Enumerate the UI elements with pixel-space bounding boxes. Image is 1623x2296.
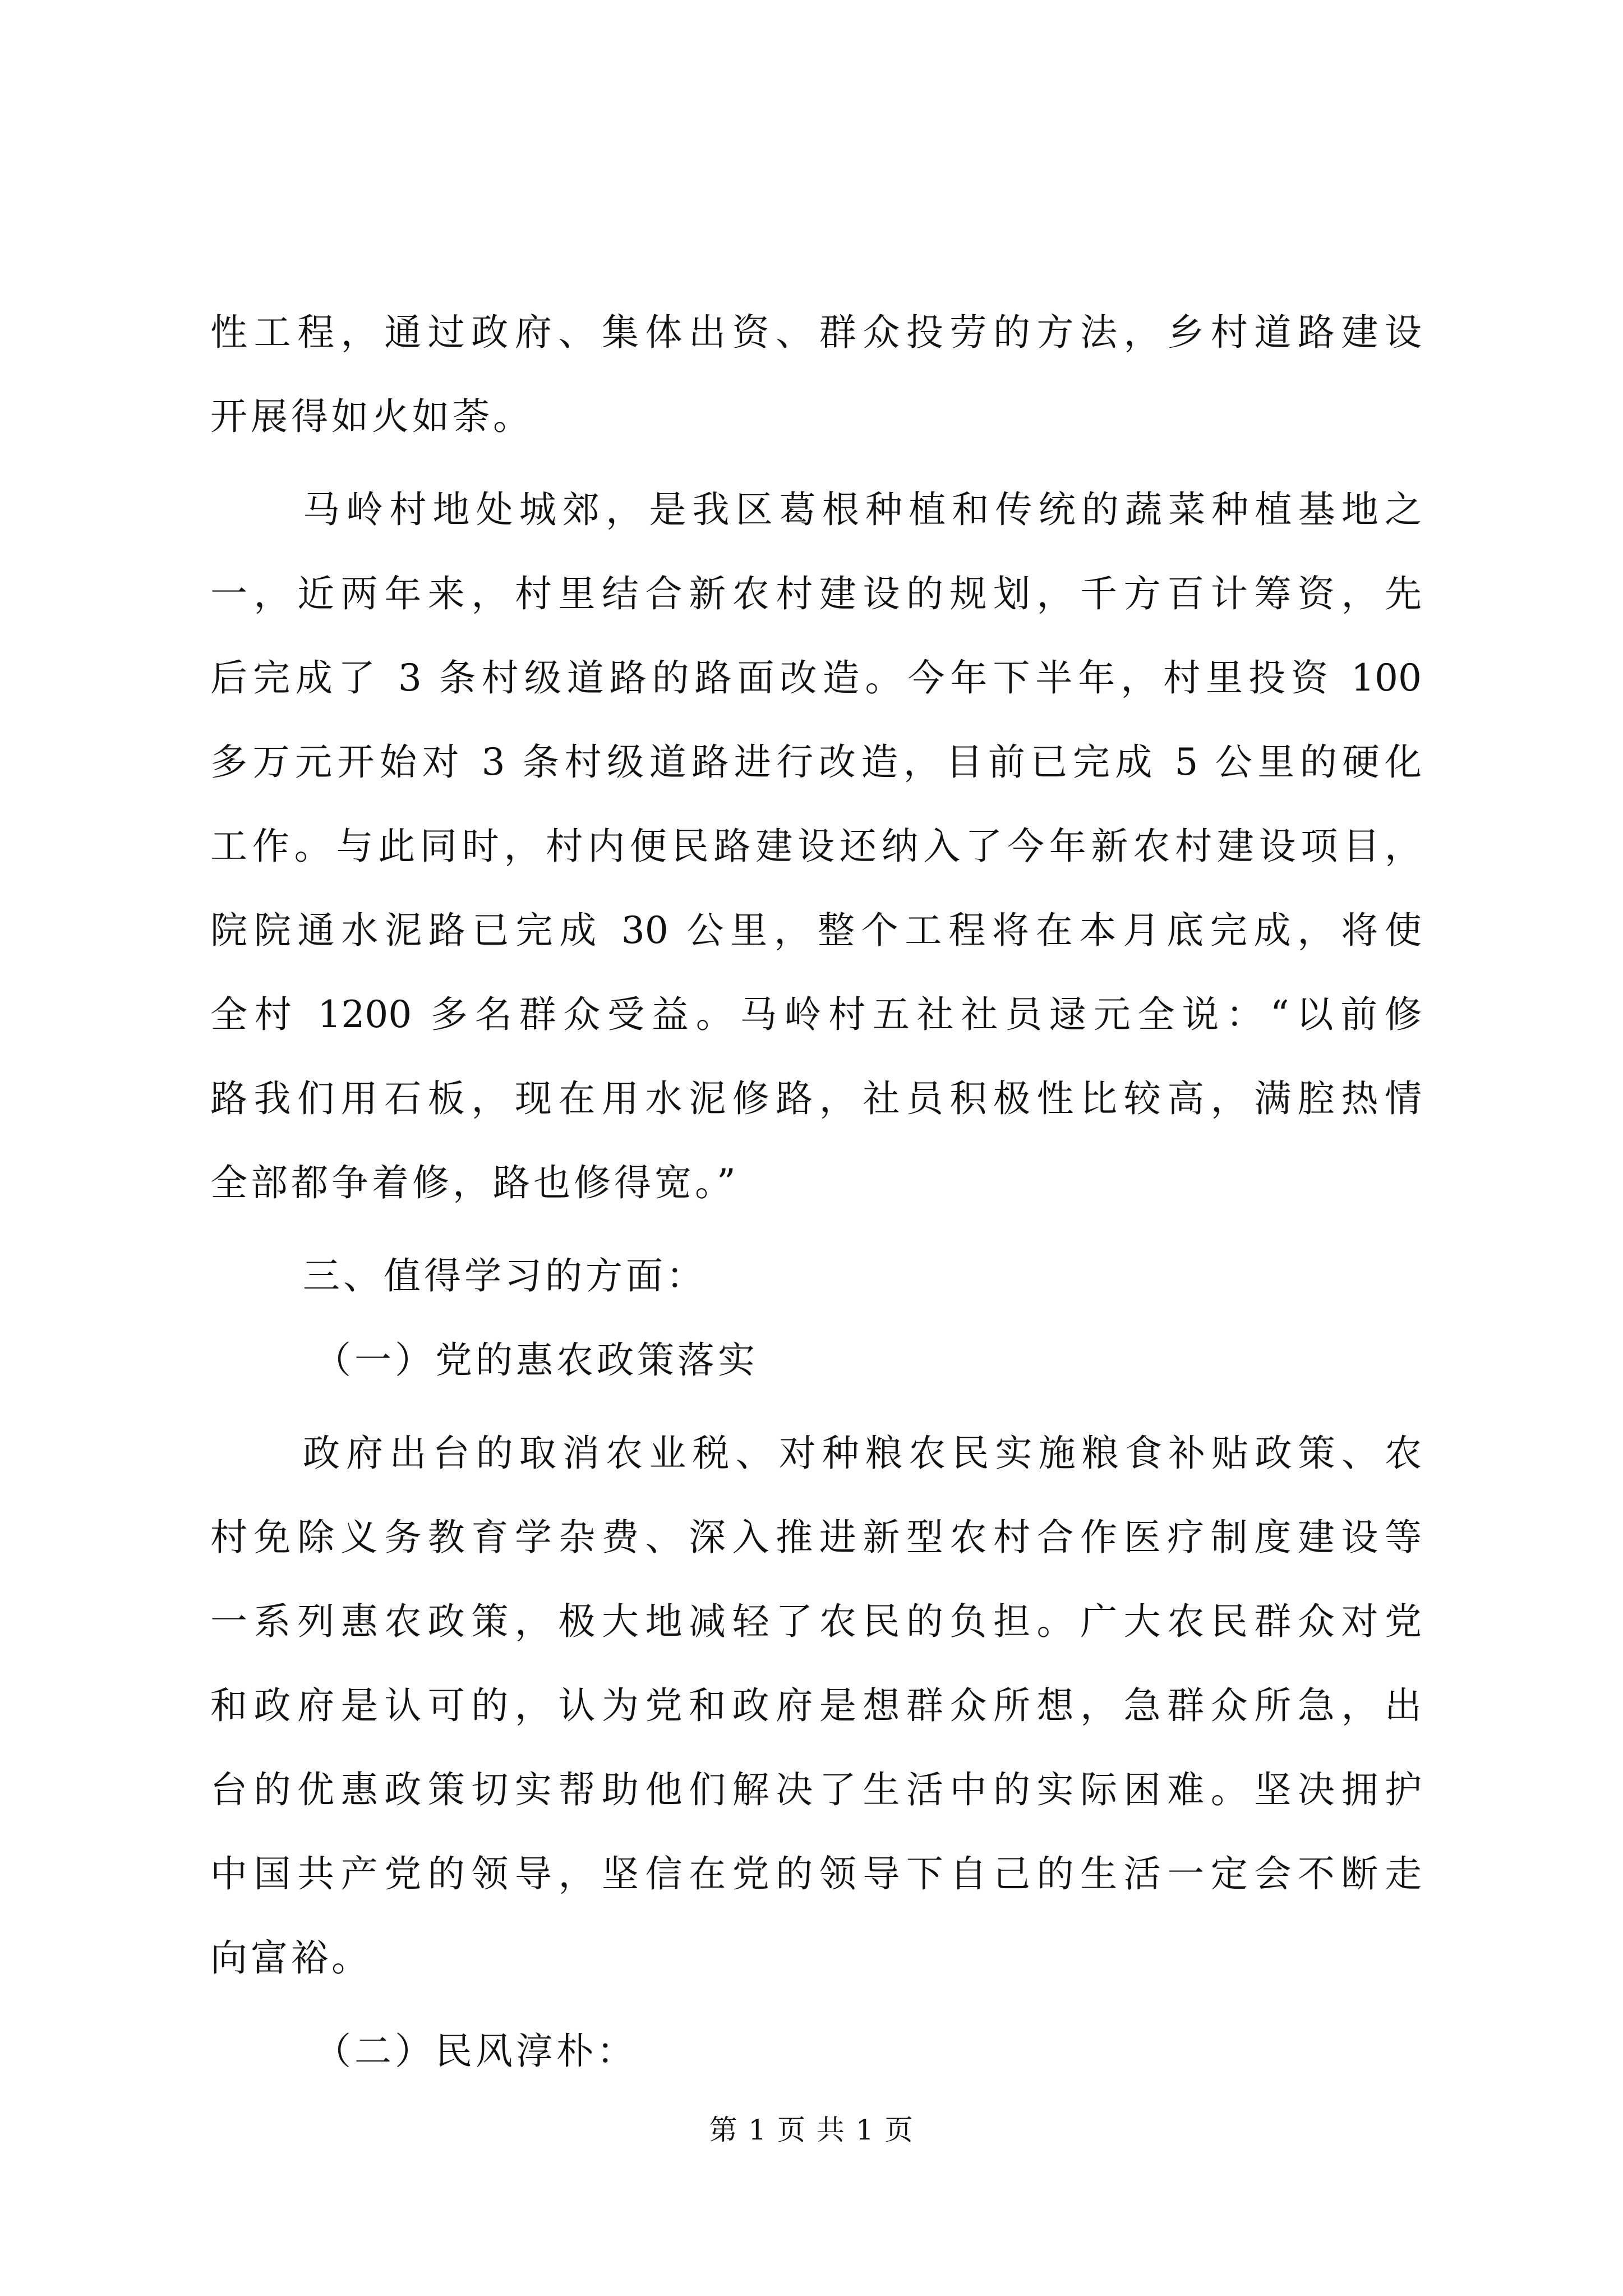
paragraph-line: 和政府是认可的，认为党和政府是想群众所想，急群众所急，出: [210, 1684, 1422, 1727]
paragraph-line: 工作。与此同时，村内便民路建设还纳入了今年新农村建设项目，: [210, 825, 1422, 868]
paragraph-line: 一系列惠农政策，极大地减轻了农民的负担。广大农民群众对党: [210, 1600, 1422, 1643]
paragraph-line: 一，近两年来，村里结合新农村建设的规划，千方百计筹资，先: [210, 572, 1422, 615]
paragraph-line: 村免除义务教育学杂费、深入推进新型农村合作医疗制度建设等: [210, 1516, 1422, 1559]
paragraph-line: 路我们用石板，现在用水泥修路，社员积极性比较高，满腔热情: [210, 1077, 1422, 1120]
paragraph-line: 向富裕。: [210, 1936, 372, 1980]
paragraph-line: 开展得如火如荼。: [210, 395, 533, 438]
paragraph-line: 台的优惠政策切实帮助他们解决了生活中的实际困难。坚决拥护: [210, 1768, 1422, 1811]
paragraph-line: 中国共产党的领导，坚信在党的领导下自己的生活一定会不断走: [210, 1852, 1422, 1895]
subsection-heading: （二）民风淳朴：: [314, 2030, 637, 2073]
subsection-heading: （一）党的惠农政策落实: [314, 1338, 758, 1382]
paragraph-line: 全部都争着修，路也修得宽。”: [210, 1161, 739, 1204]
paragraph-line: 马岭村地处城郊，是我区葛根种植和传统的蔬菜种植基地之: [303, 488, 1422, 531]
paragraph-line: 多万元开始对 3 条村级道路进行改造，目前已完成 5 公里的硬化: [210, 740, 1422, 784]
paragraph-line: 院院通水泥路已完成 30 公里，整个工程将在本月底完成，将使: [210, 909, 1422, 952]
paragraph-line: 全村 1200 多名群众受益。马岭村五社社员逯元全说：“以前修: [210, 993, 1422, 1036]
paragraph-line: 政府出台的取消农业税、对种粮农民实施粮食补贴政策、农: [303, 1432, 1422, 1475]
page-footer: 第 1 页 共 1 页: [709, 2114, 914, 2146]
paragraph-line: 性工程，通过政府、集体出资、群众投劳的方法，乡村道路建设: [210, 311, 1422, 354]
paragraph-line: 后完成了 3 条村级道路的路面改造。今年下半年，村里投资 100: [210, 656, 1422, 700]
section-heading: 三、值得学习的方面：: [303, 1254, 707, 1297]
